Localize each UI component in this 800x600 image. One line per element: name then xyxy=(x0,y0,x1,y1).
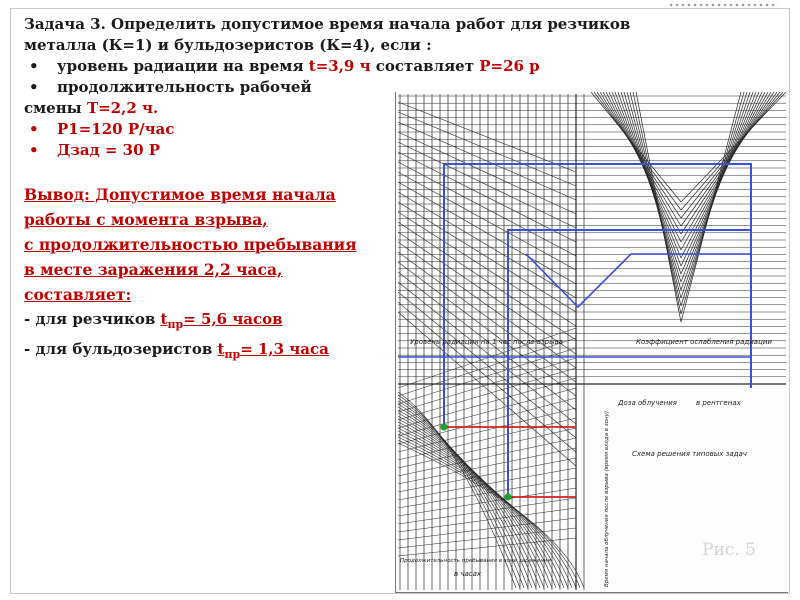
diag-line xyxy=(630,92,681,306)
label-dose: Доза облучения xyxy=(618,399,677,407)
diag-line xyxy=(627,92,681,298)
diag-line xyxy=(681,92,780,218)
diag-line xyxy=(398,112,576,186)
diag-line xyxy=(681,92,744,314)
bullet-shift-duration: • продолжительность рабочей xyxy=(24,77,630,98)
diag-line xyxy=(398,338,576,396)
diag-line xyxy=(398,438,576,476)
label-dose-unit: в рентгенах xyxy=(696,399,741,407)
task-title-line2: металла (К=1) и бульдозеристов (К=4), если : xyxy=(24,36,432,54)
task-title-line1: Задача 3. Определить допустимое время начала работ для резчиков xyxy=(24,15,631,33)
conclusion-line4: в месте заражения 2,2 часа, xyxy=(24,260,283,279)
label-entry-time: Время начала облучения после взрыва (время входа в зону) xyxy=(604,411,610,587)
diag-line xyxy=(398,172,576,270)
figure-label: Рис. 5 xyxy=(702,540,756,560)
label-attenuation-coef: Коэффициент ослабления радиации xyxy=(636,338,772,346)
nomogram-figure xyxy=(395,92,788,593)
nomogram-svg xyxy=(396,92,788,592)
label-duration: Продолжительность пребывания в зоне заражения xyxy=(400,558,551,564)
diag-line xyxy=(398,518,576,540)
diag-line xyxy=(681,92,786,202)
result-bulldozers: - для бульдозеристов $t_{пр}= 1,3$ часа xyxy=(24,340,329,361)
conclusion-line5: составляет: xyxy=(24,285,132,304)
diag-line xyxy=(398,418,576,460)
diag-curve xyxy=(398,443,584,588)
result-cutters: - для резчиков $t_{пр}= 5,6$ часов xyxy=(24,310,283,331)
solution-point-green xyxy=(441,424,448,431)
diag-line xyxy=(398,328,576,388)
decorative-dots xyxy=(668,2,778,8)
diag-line xyxy=(398,132,576,214)
diag-line xyxy=(398,222,576,340)
bullet-p1: • Р1=120 Р/час xyxy=(24,119,630,140)
conclusion-line2: работы с момента взрыва, xyxy=(24,210,268,229)
diag-line xyxy=(398,282,576,424)
diag-line xyxy=(398,162,576,256)
label-scheme: Схема решения типовых задач xyxy=(632,450,747,458)
bullet-dose-limit: • Дзад = 30 Р xyxy=(24,140,630,161)
label-radiation-level: Уровень радиации на 1 час после взрыва xyxy=(410,338,564,346)
solution-path-blue xyxy=(444,164,751,427)
diag-line xyxy=(636,92,681,322)
conclusion-line3: с продолжительностью пребывания xyxy=(24,235,357,254)
conclusion-line1: Вывод: Допустимое время начала xyxy=(24,185,336,204)
diag-line xyxy=(681,92,783,210)
diag-line xyxy=(398,538,576,556)
solution-point-green xyxy=(505,494,512,501)
diag-line xyxy=(398,408,576,452)
diag-line xyxy=(398,478,576,508)
shift-duration-line: смены Т=2,2 ч. xyxy=(24,99,159,117)
diag-line xyxy=(633,92,681,314)
diag-line xyxy=(398,448,576,484)
diag-line xyxy=(398,102,576,172)
diag-line xyxy=(398,358,576,412)
bullet-radiation-level: • уровень радиации на время t=3,9 ч составляет Р=26 р xyxy=(24,56,630,77)
label-duration-unit: в часах xyxy=(454,570,482,578)
diag-line xyxy=(398,142,576,228)
